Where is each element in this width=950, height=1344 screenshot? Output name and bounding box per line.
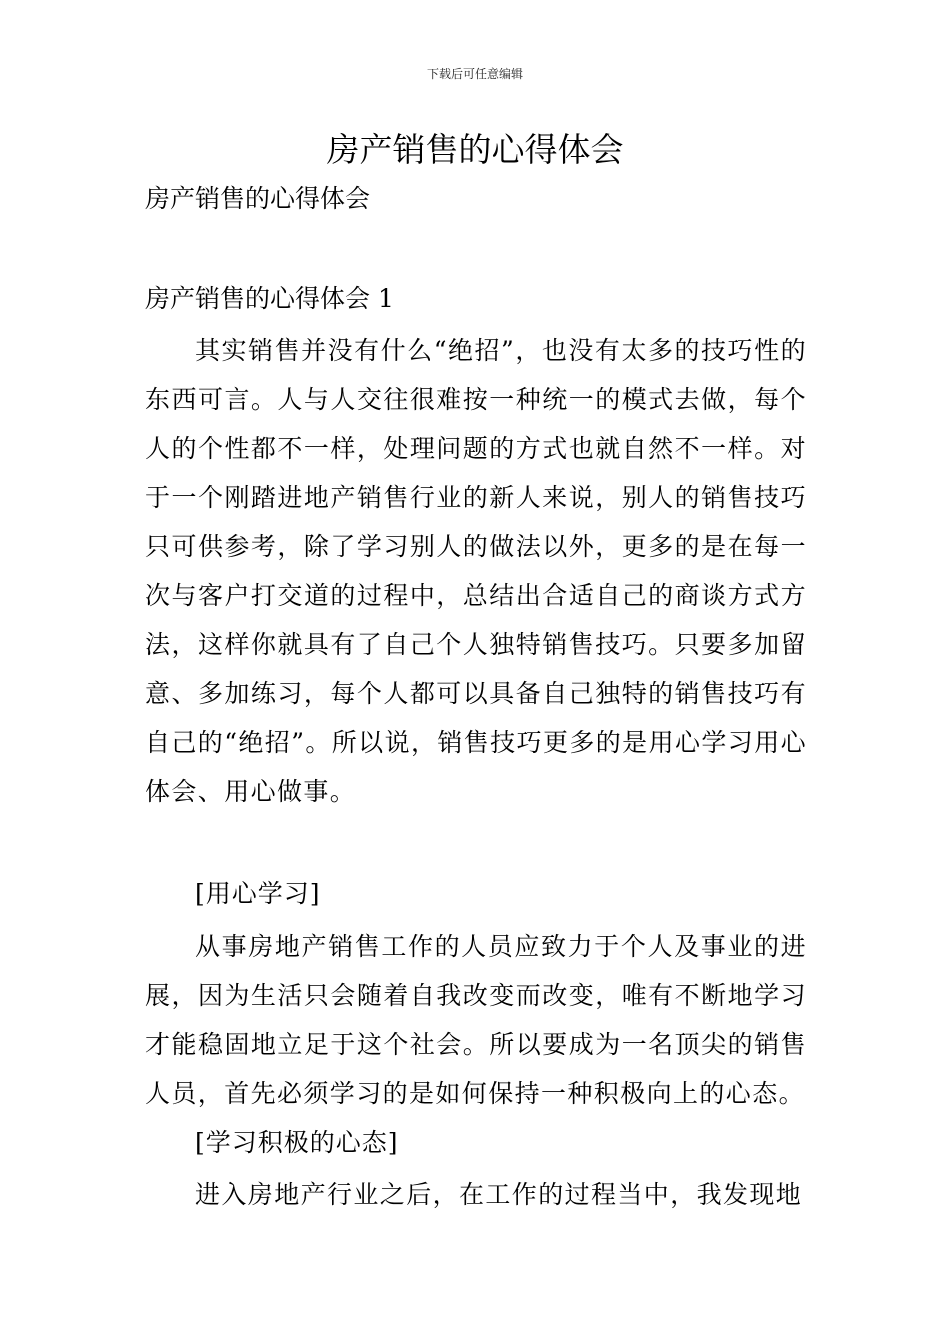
tag-heading-learn: [用心学习] — [195, 879, 321, 908]
document-subtitle: 房产销售的心得体会 — [145, 184, 371, 213]
tag-heading-attitude: [学习积极的心态] — [195, 1128, 399, 1157]
document-title: 房产销售的心得体会 — [326, 130, 624, 169]
paragraph-3: 进入房地产行业之后，在工作的过程当中，我发现地 — [195, 1180, 803, 1209]
header-note: 下载后可任意编辑 — [426, 67, 523, 81]
section-heading: 房产销售的心得体会 1 — [145, 284, 394, 313]
paragraph-2: 从事房地产销售工作的人员应致力于个人及事业的进展，因为生活只会随着自我改变而改变，唯有不断地学习才能稳固地立足于这个社会。所以要成为一名顶尖的销售人员，首先必须学习的是如何保持一种积极向上的心态。 — [145, 932, 807, 1108]
paragraph-1: 其实销售并没有什么“绝招”，也没有太多的技巧性的东西可言。人与人交往很难按一种统一的模式去做，每个人的个性都不一样，处理问题的方式也就自然不一样。对于一个刚踏进地产销售行业的新人来说，别人的销售技巧只可供参考，除了学习别人的做法以外，更多的是在每一次与客户打交道的过程中，总结出合适自己的商谈方式方法，这样你就具有了自己个人独特销售技巧。只要多加留意、多加练习，每个人都可以具备自己独特的销售技巧有自己的“绝招”。所以说，销售技巧更多的是用心学习用心体会、用心做事。 — [145, 336, 807, 806]
